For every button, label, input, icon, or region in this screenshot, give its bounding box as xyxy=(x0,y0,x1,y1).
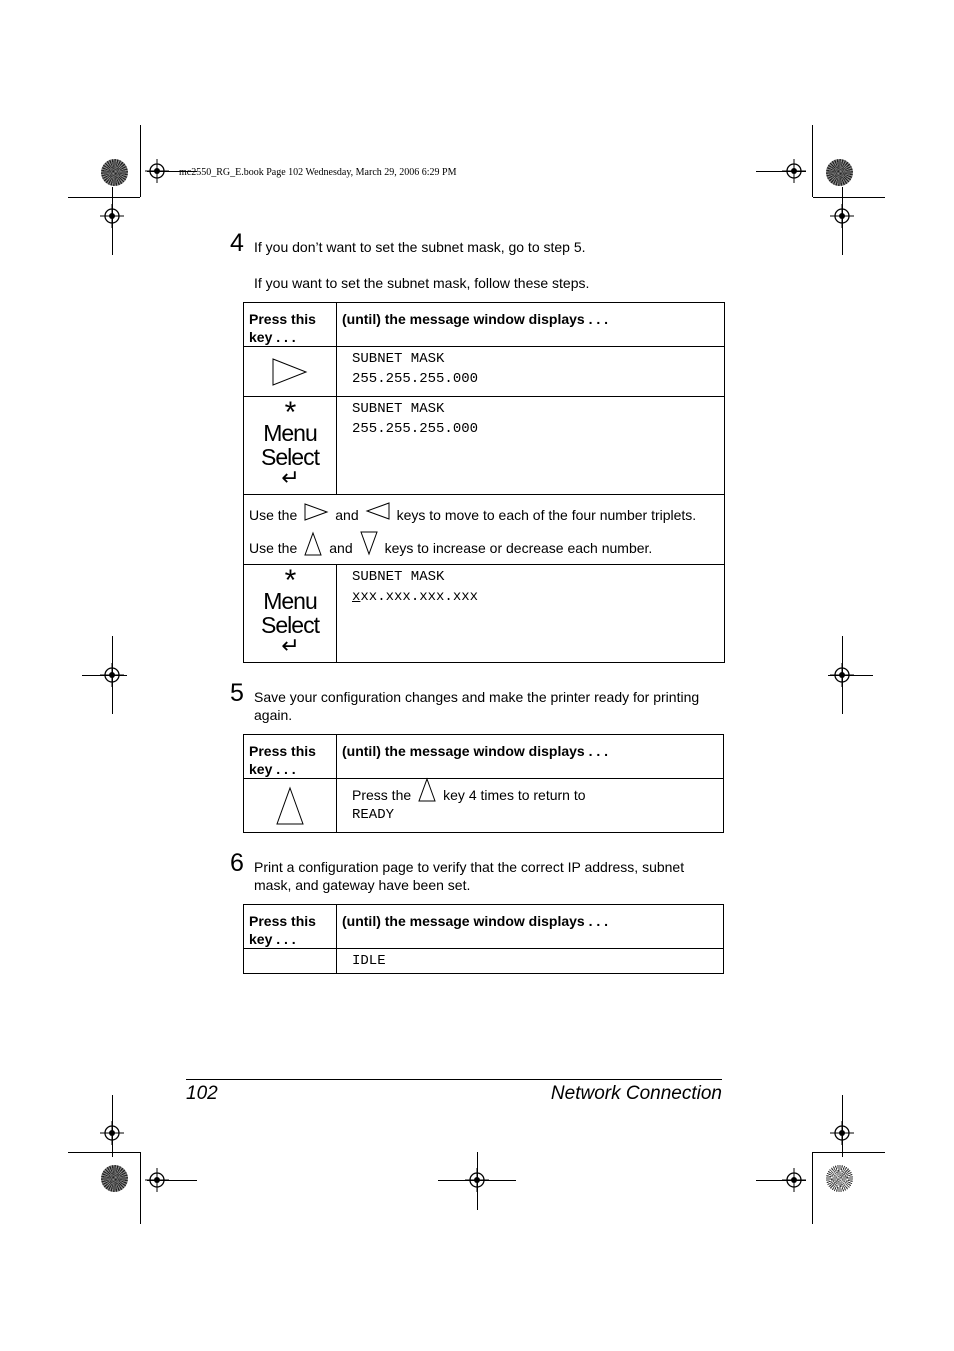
crop-line xyxy=(68,197,140,198)
table-row xyxy=(244,347,725,397)
crop-line xyxy=(147,1180,197,1181)
footer-rule xyxy=(186,1079,722,1080)
col-header-key: Press this key . . . xyxy=(249,913,316,947)
step-5-text: Save your configuration changes and make the printer ready for printing again. xyxy=(254,689,700,723)
return-instruction: Press the key 4 times to return to xyxy=(352,783,723,807)
right-arrow-key-icon xyxy=(270,356,310,388)
table-header-row xyxy=(244,303,725,347)
display-line: 255.255.255.000 xyxy=(352,421,479,437)
table-row xyxy=(244,779,724,833)
section-title: Network Connection xyxy=(550,1083,722,1104)
instruction-line-2: Use the and keys to increase or decrease each number. xyxy=(249,537,724,559)
step-6-text: Print a configuration page to verify that the correct IP address, subnet mask, and gateway have been set. xyxy=(254,859,685,893)
step-6-key-table xyxy=(243,904,724,974)
step-4-subtext: If you want to set the subnet mask, follow these steps. xyxy=(254,275,590,291)
up-arrow-key-icon xyxy=(303,531,323,557)
crop-line xyxy=(477,1152,478,1210)
crop-line xyxy=(756,171,806,172)
display-line: 255.255.255.000 xyxy=(352,371,479,387)
table-header-row xyxy=(244,735,724,779)
display-line: IDLE xyxy=(352,953,386,969)
step-number-4: 4 xyxy=(230,229,244,257)
registration-disc-icon xyxy=(826,159,853,186)
display-line: SUBNET MASK xyxy=(352,401,445,417)
left-arrow-key-icon xyxy=(365,501,391,521)
crop-line xyxy=(68,1152,140,1153)
enter-icon: ↵ xyxy=(281,633,299,658)
header-stamp: mc2550_RG_E.book Page 102 Wednesday, March 29, 2006 6:29 PM xyxy=(179,167,457,178)
crop-line xyxy=(828,675,873,676)
menu-select-key-icon: * Menu Select ↵ xyxy=(261,564,319,658)
crop-line xyxy=(756,1180,806,1181)
crop-line xyxy=(140,125,141,197)
step-4-text: If you don’t want to set the subnet mask, go to step 5. xyxy=(254,239,586,255)
up-arrow-key-icon xyxy=(417,777,437,803)
crop-line xyxy=(842,187,843,255)
crop-line xyxy=(813,1152,885,1153)
table-row xyxy=(244,397,725,495)
crop-line xyxy=(812,1152,813,1224)
table-header-row xyxy=(244,905,724,949)
step-5-key-table xyxy=(243,734,724,833)
col-header-display: (until) the message window displays . . . xyxy=(342,743,609,759)
up-arrow-key-icon xyxy=(274,786,306,826)
cursor-character: x xyxy=(352,589,361,605)
step-number-6: 6 xyxy=(230,849,244,877)
display-line: SUBNET MASK xyxy=(352,569,445,585)
registration-disc-icon xyxy=(826,1165,853,1192)
col-header-display: (until) the message window displays . . . xyxy=(342,311,609,327)
right-arrow-key-icon xyxy=(303,502,329,522)
crop-line xyxy=(82,675,127,676)
registration-disc-icon xyxy=(101,1165,128,1192)
display-line: READY xyxy=(352,807,395,823)
instruction-line-1: Use the and keys to move to each of the four number triplets. xyxy=(249,504,724,526)
menu-select-key-icon: * Menu Select ↵ xyxy=(261,396,319,490)
crop-line xyxy=(842,1095,843,1157)
enter-icon: ↵ xyxy=(281,465,299,490)
col-header-key: Press this key . . . xyxy=(249,743,316,777)
col-header-display: (until) the message window displays . . . xyxy=(342,913,609,929)
col-header-key: Press this key . . . xyxy=(249,311,316,345)
step-number-5: 5 xyxy=(230,679,244,707)
table-row xyxy=(244,949,724,974)
page-number: 102 xyxy=(186,1083,218,1104)
down-arrow-key-icon xyxy=(359,530,379,556)
registration-disc-icon xyxy=(101,159,128,186)
display-line: xxx.xxx.xxx.xxx xyxy=(352,589,479,605)
crop-line xyxy=(112,187,113,255)
crop-line xyxy=(140,1152,141,1224)
table-row xyxy=(244,565,725,663)
display-line: SUBNET MASK xyxy=(352,351,445,367)
instruction-row xyxy=(244,495,725,565)
crop-line xyxy=(812,125,813,197)
crop-line xyxy=(112,1095,113,1157)
step-4-key-table xyxy=(243,302,725,663)
crop-line xyxy=(813,197,885,198)
